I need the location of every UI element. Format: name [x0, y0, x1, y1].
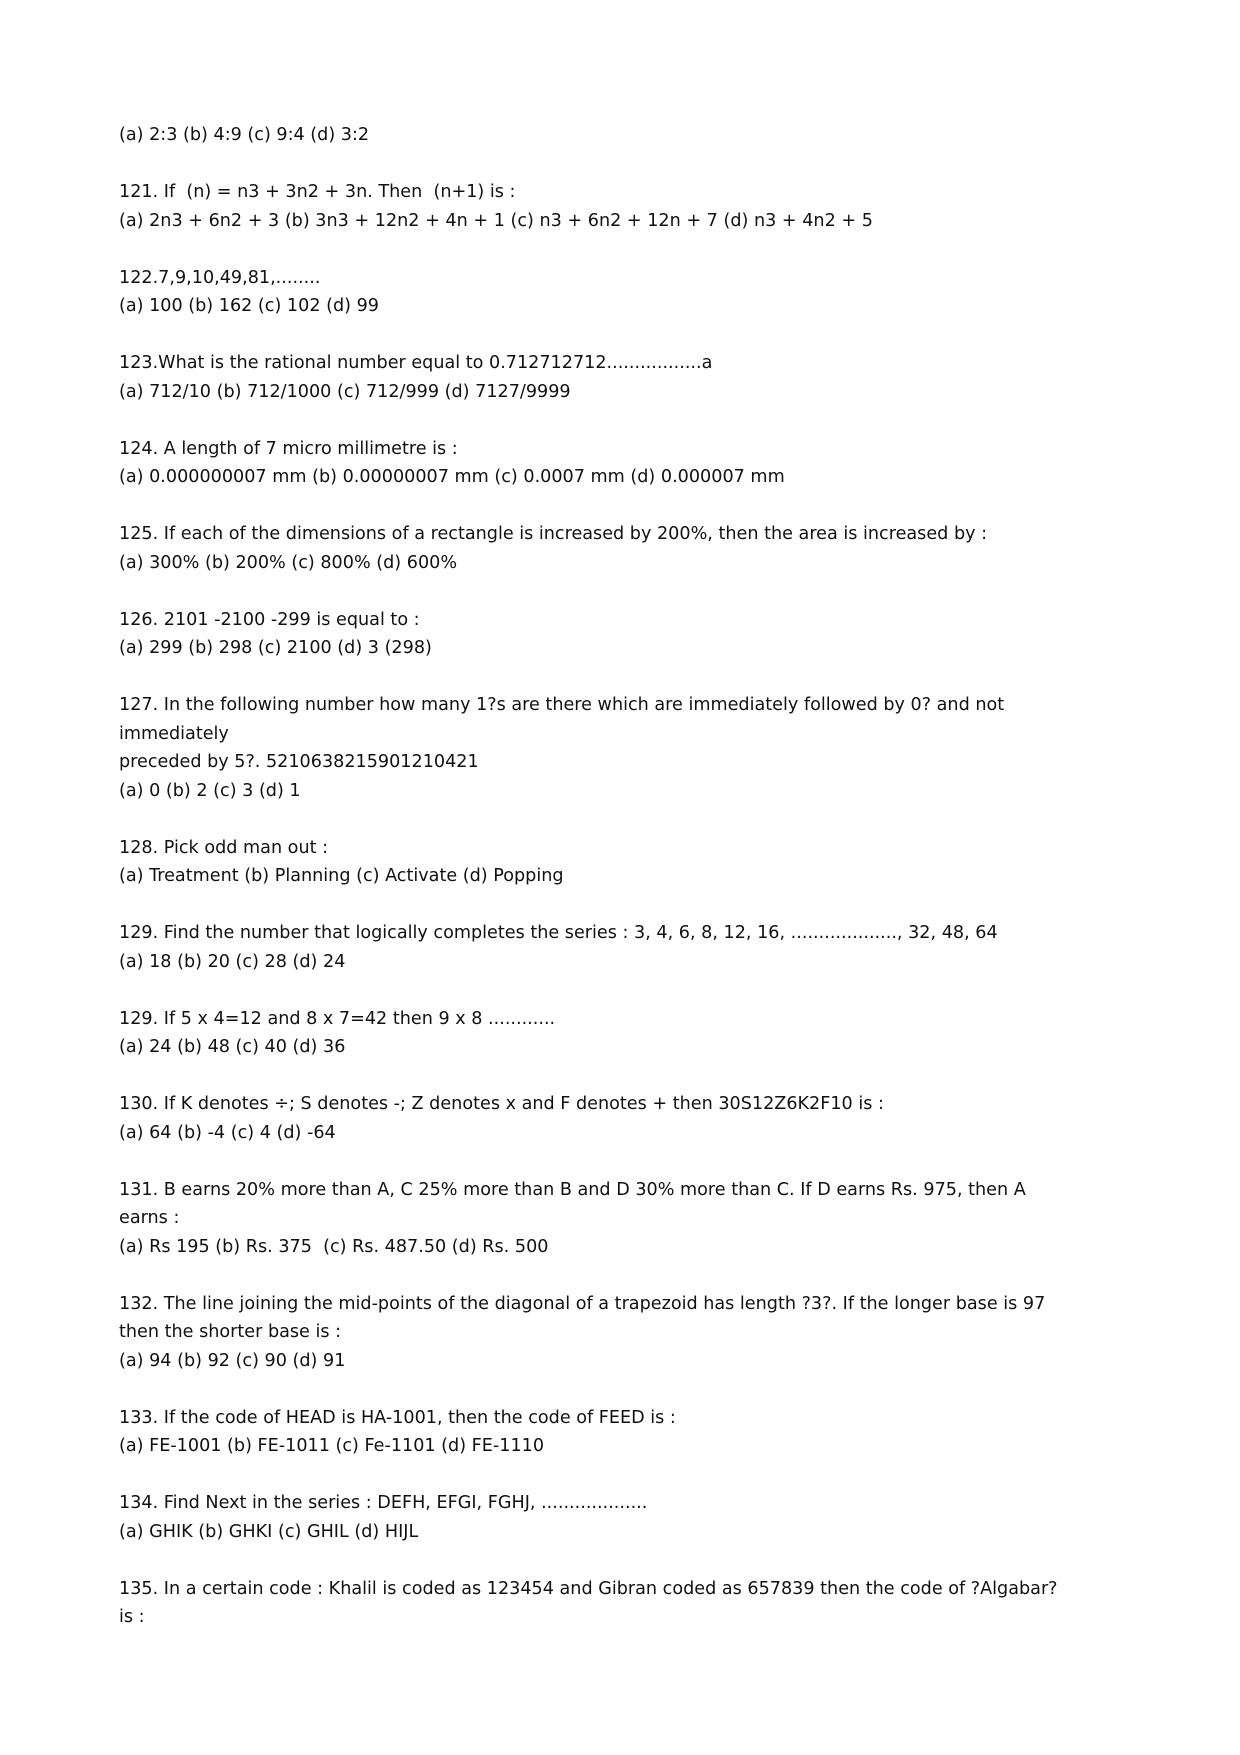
- question-text: 122.7,9,10,49,81,........: [119, 267, 321, 288]
- question-text: 129. If 5 x 4=12 and 8 x 7=42 then 9 x 8 ............: [119, 1008, 556, 1029]
- blank-line: [119, 1546, 1129, 1575]
- answer-options: (a) FE-1001 (b) FE-1011 (c) Fe-1101 (d) FE-1110: [119, 1436, 545, 1456]
- blank-line: [119, 577, 1129, 606]
- question-text: 133. If the code of HEAD is HA-1001, then the code of FEED is :: [119, 1407, 676, 1428]
- blank-line: [119, 1261, 1129, 1290]
- answer-options: (a) 0.000000007 mm (b) 0.00000007 mm (c) 0.0007 mm (d) 0.000007 mm: [119, 467, 785, 487]
- question-text: is :: [119, 1607, 145, 1627]
- question-text: 121. If (n) = n3 + 3n2 + 3n. Then (n+1) is :: [119, 182, 516, 202]
- question-text: earns :: [119, 1208, 180, 1228]
- answer-options: (a) 100 (b) 162 (c) 102 (d) 99: [119, 296, 379, 316]
- blank-line: [119, 1062, 1129, 1091]
- answer-options: (a) Rs 195 (b) Rs. 375 (c) Rs. 487.50 (d) Rs. 500: [119, 1236, 549, 1257]
- blank-line: [119, 976, 1129, 1005]
- blank-line: [119, 321, 1129, 350]
- blank-line: [119, 891, 1129, 920]
- question-text: 130. If K denotes ÷; S denotes -; Z denotes x and F denotes + then 30S12Z6K2F10 is :: [119, 1094, 884, 1114]
- blank-line: [119, 406, 1129, 435]
- blank-line: [119, 663, 1129, 692]
- question-text: 131. B earns 20% more than A, C 25% more than B and D 30% more than C. If D earns Rs. 975, then A: [119, 1179, 1026, 1200]
- question-text: 129. Find the number that logically completes the series : 3, 4, 6, 8, 12, 16, ..................., 32, 48, 64: [119, 923, 998, 943]
- question-text: 128. Pick odd man out :: [119, 837, 329, 858]
- question-text: 124. A length of 7 micro millimetre is :: [119, 438, 458, 459]
- question-text: 125. If each of the dimensions of a rectangle is increased by 200%, then the area is increased by :: [119, 524, 988, 544]
- blank-line: [119, 150, 1129, 179]
- question-text: 135. In a certain code : Khalil is coded as 123454 and Gibran coded as 657839 then the code of ?Algabar?: [119, 1578, 1058, 1599]
- blank-line: [119, 1375, 1129, 1404]
- answer-options: (a) 0 (b) 2 (c) 3 (d) 1: [119, 780, 301, 801]
- question-text: then the shorter base is :: [119, 1322, 342, 1342]
- blank-line: [119, 1147, 1129, 1176]
- question-text: immediately: [119, 723, 229, 744]
- answer-options: (a) 2:3 (b) 4:9 (c) 9:4 (d) 3:2: [119, 125, 370, 145]
- document-page: [119, 121, 1129, 1632]
- answer-options: (a) 94 (b) 92 (c) 90 (d) 91: [119, 1350, 346, 1371]
- question-text: 126. 2101 -2100 -299 is equal to :: [119, 609, 420, 630]
- question-text: preceded by 5?. 5210638215901210421: [119, 752, 479, 772]
- question-text: 127. In the following number how many 1?s are there which are immediately followed by 0? and not: [119, 695, 1005, 715]
- answer-options: (a) GHIK (b) GHKI (c) GHIL (d) HIJL: [119, 1521, 419, 1542]
- answer-options: (a) 300% (b) 200% (c) 800% (d) 600%: [119, 552, 458, 573]
- answer-options: (a) 712/10 (b) 712/1000 (c) 712/999 (d) 7127/9999: [119, 381, 571, 402]
- question-text: 134. Find Next in the series : DEFH, EFGI, FGHJ, ...................: [119, 1493, 648, 1513]
- blank-line: [119, 1461, 1129, 1490]
- answer-options: (a) 2n3 + 6n2 + 3 (b) 3n3 + 12n2 + 4n + 1 (c) n3 + 6n2 + 12n + 7 (d) n3 + 4n2 + 5: [119, 210, 873, 231]
- blank-line: [119, 805, 1129, 834]
- answer-options: (a) 18 (b) 20 (c) 28 (d) 24: [119, 951, 346, 972]
- answer-options: (a) 299 (b) 298 (c) 2100 (d) 3 (298): [119, 638, 432, 658]
- blank-line: [119, 235, 1129, 264]
- answer-options: (a) Treatment (b) Planning (c) Activate (d) Popping: [119, 866, 564, 886]
- question-text: 132. The line joining the mid-points of the diagonal of a trapezoid has length ?3?. If the longer base is 97: [119, 1293, 1046, 1314]
- answer-options: (a) 64 (b) -4 (c) 4 (d) -64: [119, 1122, 336, 1143]
- answer-options: (a) 24 (b) 48 (c) 40 (d) 36: [119, 1037, 346, 1057]
- blank-line: [119, 492, 1129, 521]
- question-text: 123.What is the rational number equal to 0.712712712.................a: [119, 353, 713, 373]
